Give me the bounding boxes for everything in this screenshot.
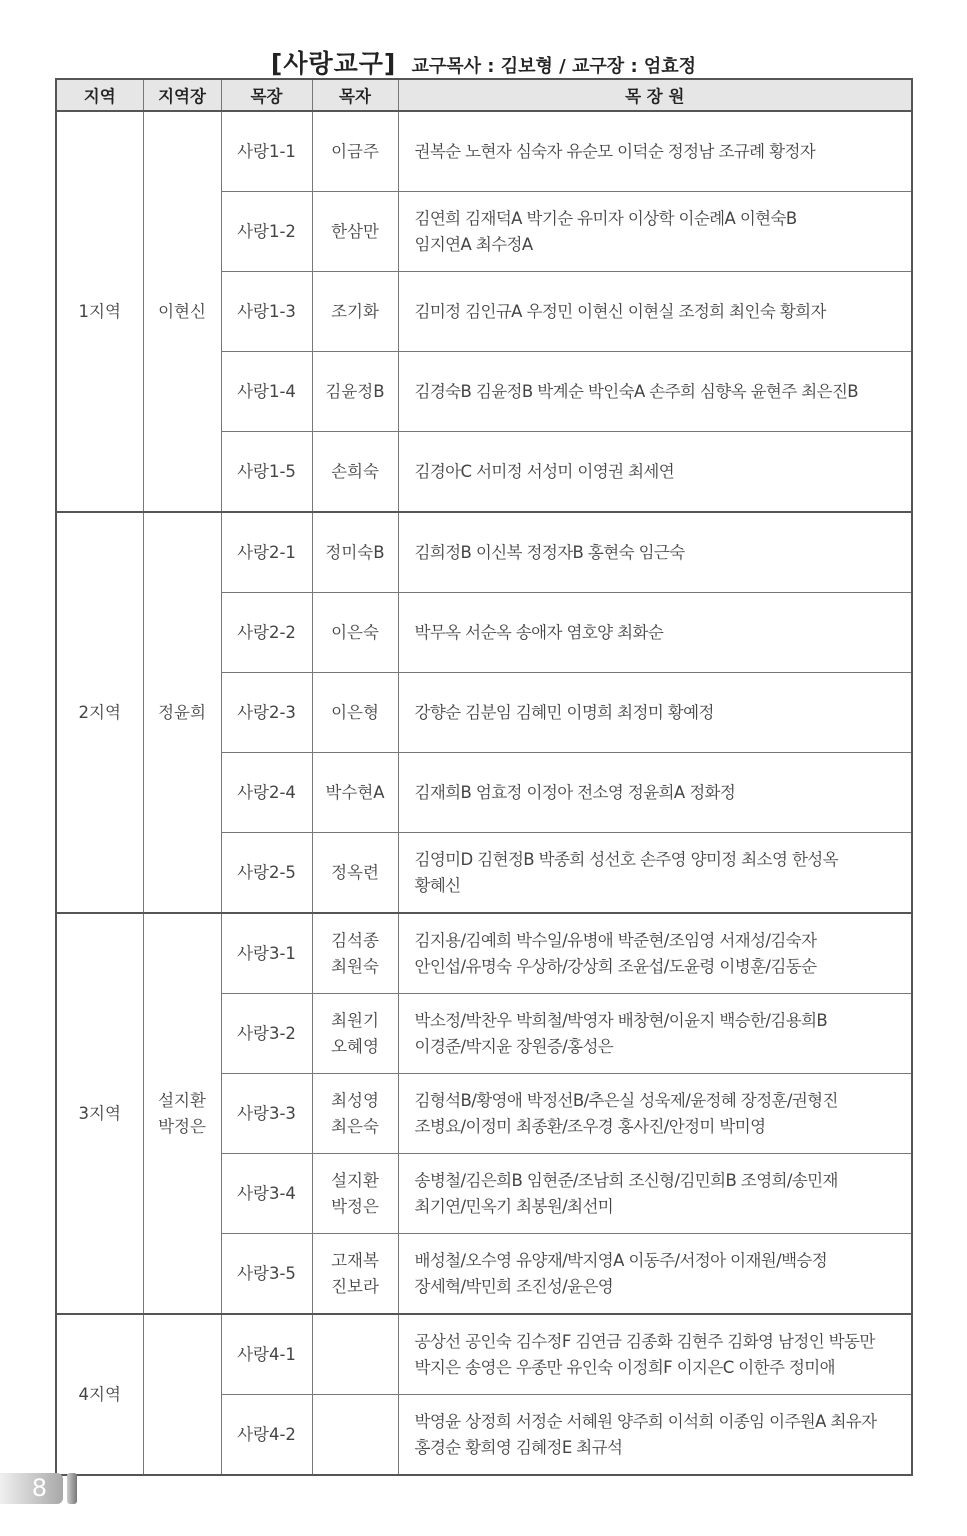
shepherd [312,593,398,673]
members [398,753,912,833]
shepherd [312,192,398,272]
cell-name: 사랑2-1 [221,512,312,593]
region-leader [143,913,221,1314]
members [398,111,912,192]
cell-name: 사랑3-3 [221,1074,312,1154]
shepherd [312,1154,398,1234]
members [398,1395,912,1476]
header-cell: 목장 [221,79,312,111]
members-line: 김연희 김재덕A 박기순 유미자 이상학 이순례A 이현숙B [414,208,797,228]
district-subtitle: 교구목사 : 김보형 / 교구장 : 엄효정 [411,56,697,77]
table-row [56,1314,912,1395]
members-line: 김영미D 김현정B 박종희 성선호 손주영 양미정 최소영 한성옥 [414,849,838,869]
header-shepherd: 목자 [312,79,398,111]
shepherd [312,994,398,1074]
region-name: 3지역 [56,913,143,1314]
members [398,432,912,513]
members [398,994,912,1074]
table-row [56,512,912,593]
cell-name: 사랑3-2 [221,994,312,1074]
members-line: 김희정B 이신복 정정자B 홍현숙 임근숙 [414,542,685,562]
shepherd-name: 이은형 [331,702,379,722]
cell-name: 사랑2-4 [221,753,312,833]
table-row [56,913,912,994]
region-leader [143,512,221,913]
members-line: 김형석B/황영애 박정선B/추은실 성욱제/윤정혜 장정훈/권형진 [414,1090,838,1110]
members-line: 공상선 공인숙 김수정F 김연금 김종화 김현주 김화영 남정인 박동만 [414,1331,875,1351]
members [398,593,912,673]
region-name: 4지역 [56,1314,143,1475]
shepherd [312,833,398,914]
members-line: 안인섭/유명숙 우상하/강상희 조윤섭/도윤령 이병훈/김동순 [414,956,817,976]
shepherd-name: 최성영 [331,1090,379,1110]
members-line: 송병철/김은희B 임현준/조남희 조신형/김민희B 조영희/송민재 [414,1170,838,1190]
members [398,1234,912,1315]
region-leader [143,1314,221,1475]
shepherd [312,512,398,593]
header-region: 지역 [56,79,143,111]
header-region-leader: 지역장 [143,79,221,111]
region-leader-name: 정윤희 [158,702,206,722]
table-header-row [56,79,912,111]
region-leader-name: 박정은 [158,1116,206,1136]
members-line: 임지연A 최수정A [414,234,533,254]
members-line: 최기연/민옥기 최봉원/최선미 [414,1196,614,1216]
region-name: 1지역 [56,111,143,512]
shepherd-name: 고재복 [331,1250,379,1270]
members-line: 황혜신 [414,875,461,895]
shepherd [312,272,398,352]
shepherd [312,1395,398,1476]
shepherd-name: 이금주 [331,141,379,161]
region-leader [143,111,221,512]
cell-name: 사랑1-5 [221,432,312,513]
members-line: 이경준/박지윤 장원증/홍성은 [414,1036,614,1056]
shepherd [312,1314,398,1395]
members-line: 조병요/이정미 최종환/조우경 홍사진/안정미 박미영 [414,1116,766,1136]
shepherd [312,432,398,513]
cell-name: 사랑4-1 [221,1314,312,1395]
region-leader-name: 이현신 [158,301,206,321]
shepherd [312,1234,398,1315]
members [398,512,912,593]
members [398,1074,912,1154]
page-number-tab [0,1473,63,1504]
members [398,1154,912,1234]
shepherd-name: 설지환 [331,1170,379,1190]
shepherd-name: 정옥련 [331,862,379,882]
page-title [0,44,967,80]
members [398,192,912,272]
shepherd-name: 김석종 [331,930,379,950]
region-name: 2지역 [56,512,143,913]
shepherd-name: 최원숙 [331,956,379,976]
members-line: 박무옥 서순옥 송애자 염호양 최화순 [414,622,664,642]
shepherd-name: 박수현A [325,782,385,802]
shepherd [312,673,398,753]
members-line: 김지용/김예희 박수일/유병애 박준현/조임영 서재성/김숙자 [414,930,817,950]
region-leader-name: 설지환 [158,1090,206,1110]
cell-name: 사랑3-5 [221,1234,312,1315]
shepherd-name: 손희숙 [331,461,379,481]
shepherd [312,111,398,192]
roster-table [55,78,913,1476]
cell-name: 사랑2-3 [221,673,312,753]
cell-name: 사랑1-3 [221,272,312,352]
members [398,272,912,352]
members [398,673,912,753]
shepherd-name: 최원기 [331,1010,379,1030]
cell-name: 사랑1-4 [221,352,312,432]
shepherd [312,913,398,994]
shepherd-name: 조기화 [331,301,379,321]
shepherd [312,753,398,833]
members-line: 권복순 노현자 심숙자 유순모 이덕순 정정남 조규례 황정자 [414,141,816,161]
district-title: [사랑교구] [270,49,397,78]
cell-name: 사랑3-4 [221,1154,312,1234]
members [398,833,912,914]
cell-name: 사랑2-2 [221,593,312,673]
members-line: 박지은 송영은 우종만 유인숙 이정희F 이지은C 이한주 정미애 [414,1357,835,1377]
members-line: 김재희B 엄효정 이정아 전소영 정윤희A 정화정 [414,782,736,802]
members [398,352,912,432]
members-line: 배성철/오수영 유양재/박지영A 이동주/서정아 이재원/백승정 [414,1250,828,1270]
shepherd-name: 진보라 [331,1276,379,1296]
members-line: 홍경순 황희영 김혜정E 최규석 [414,1437,623,1457]
shepherd-name: 이은숙 [331,622,379,642]
members [398,1314,912,1395]
cell-name: 사랑4-2 [221,1395,312,1476]
members-line: 김미정 김인규A 우정민 이현신 이현실 조정희 최인숙 황희자 [414,301,826,321]
page-number: 8 [31,1474,47,1502]
members-line: 박영윤 상정희 서정순 서혜원 양주희 이석희 이종임 이주원A 최유자 [414,1411,877,1431]
shepherd-name: 최은숙 [331,1116,379,1136]
members-line: 김경아C 서미정 서성미 이영권 최세연 [414,461,675,481]
shepherd-name: 박정은 [331,1196,379,1216]
members-line: 박소정/박찬우 박희철/박영자 배창현/이윤지 백승한/김용희B [414,1010,828,1030]
members-line: 김경숙B 김윤정B 박계순 박인숙A 손주희 심향옥 윤현주 최은진B [414,381,858,401]
shepherd-name: 김윤정B [325,381,385,401]
members-line: 강향순 김분임 김혜민 이명희 최정미 황예정 [414,702,714,722]
cell-name: 사랑2-5 [221,833,312,914]
page-tab-bar [67,1473,77,1504]
shepherd-name: 오혜영 [331,1036,379,1056]
shepherd [312,352,398,432]
members [398,913,912,994]
cell-name: 사랑3-1 [221,913,312,994]
table-row [56,111,912,192]
shepherd [312,1074,398,1154]
shepherd-name: 정미숙B [325,542,385,562]
cell-name: 사랑1-2 [221,192,312,272]
shepherd-name: 한삼만 [331,221,379,241]
header-members: 목 장 원 [398,79,912,111]
members-line: 장세혁/박민희 조진성/윤은영 [414,1276,614,1296]
cell-name: 사랑1-1 [221,111,312,192]
